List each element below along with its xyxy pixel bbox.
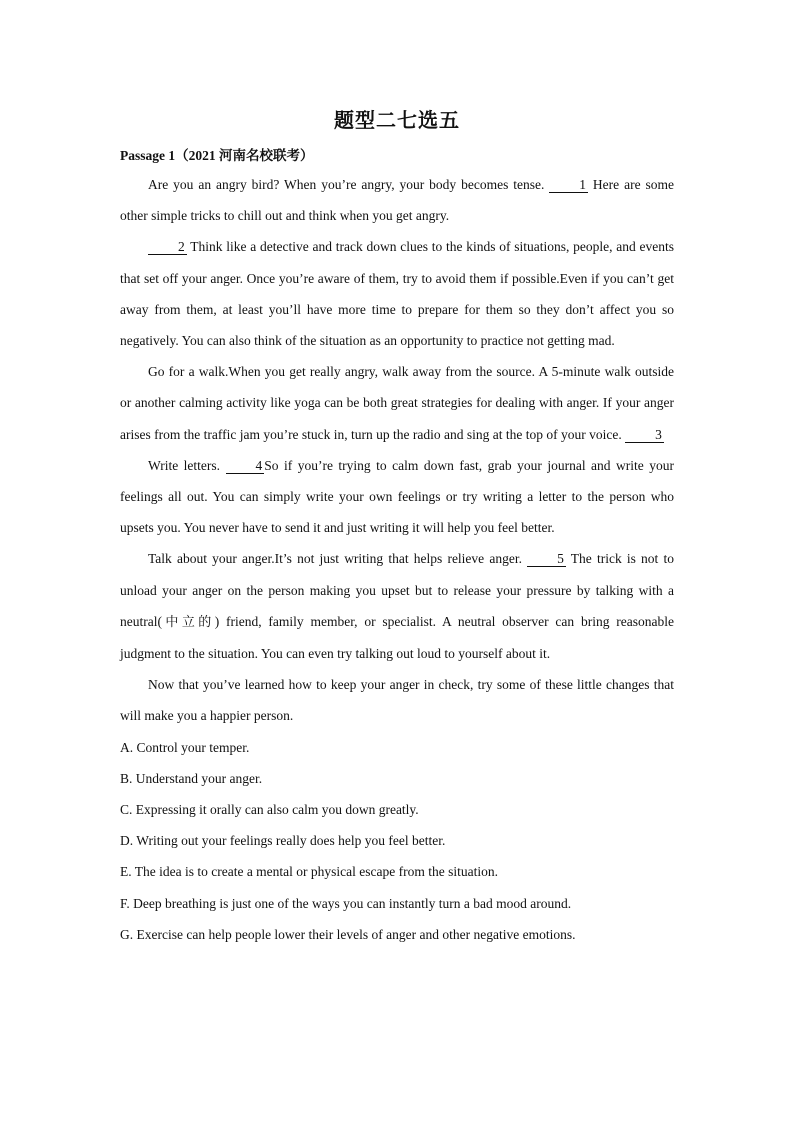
paragraph-4-text-a: Write letters. — [148, 457, 226, 473]
paragraph-3 — [120, 356, 674, 450]
paragraph-2-text: Think like a detective and track down clues to the kinds of situations, people, and events that set off your anger. Once you’re aware of them, try to avoid them if possible.Even if you can’t get away from them, at least you’ll have more time to prepare for them so they don’t affect you so negatively. You can also think of the situation as an opportunity to practice not getting mad. — [120, 239, 674, 349]
blank-1: 1 — [549, 177, 588, 193]
passage-heading: Passage 1（2021 河南名校联考） — [120, 148, 314, 163]
paragraph-1 — [120, 169, 674, 231]
option-f: F. Deep breathing is just one of the ways you can instantly turn a bad mood around. — [120, 895, 572, 911]
paragraph-4 — [120, 450, 674, 544]
option-e: E. The idea is to create a mental or physical escape from the situation. — [120, 864, 498, 880]
paragraph-2 — [120, 231, 674, 356]
paragraph-6: Now that you’ve learned how to keep your anger in check, try some of these little changes that will make you a happier person. — [120, 677, 674, 724]
paragraph-5 — [120, 543, 674, 669]
paragraph-3-text: Go for a walk.When you get really angry, walk away from the source. A 5-minute walk outside or another calming activity like yoga can be both great strategies for dealing with anger. If your anger arises from the traffic jam you’re stuck in, turn up the radio and sing at the top of your voice. — [120, 364, 674, 442]
paragraph-5-gloss: 中立的 — [161, 614, 215, 630]
paragraph-1-text-b: Here are some other simple tricks to chill out and think when you get angry. — [120, 177, 674, 224]
blank-2: 2 — [148, 239, 187, 255]
paragraph-4-text-b: So if you’re trying to calm down fast, grab your journal and write your feelings all out. You can simply write your own feelings or try writing a letter to the person who upsets you. You never have to send it and just writing it will help you feel better. — [120, 457, 674, 536]
paragraph-1-text-a: Are you an angry bird? When you’re angry, your body becomes tense. — [148, 177, 550, 192]
passage-body — [120, 169, 674, 950]
option-d: D. Writing out your feelings really does help you feel better. — [120, 833, 446, 849]
option-b: B. Understand your anger. — [120, 770, 263, 786]
option-g: G. Exercise can help people lower their levels of anger and other negative emotions. — [120, 926, 576, 942]
option-c: C. Expressing it orally can also calm you down greatly. — [120, 802, 419, 818]
blank-4: 4 — [226, 458, 265, 474]
paragraph-5-text-a: Talk about your anger.It’s not just writing that helps relieve anger. — [148, 551, 528, 567]
page-title: 题型二七选五 — [334, 110, 460, 132]
blank-3: 3 — [625, 427, 664, 443]
blank-5: 5 — [527, 551, 566, 567]
paragraph-5-text-b: The trick is not to unload your anger on the person making you upset but to release your pressure by talking with a neutral( — [120, 551, 674, 629]
option-a: A. Control your temper. — [120, 739, 250, 755]
paragraph-5-text-c: ) friend, family member, or specialist. A neutral observer can bring reasonable judgment to the situation. You can even try talking out loud to yourself about it. — [120, 613, 674, 662]
